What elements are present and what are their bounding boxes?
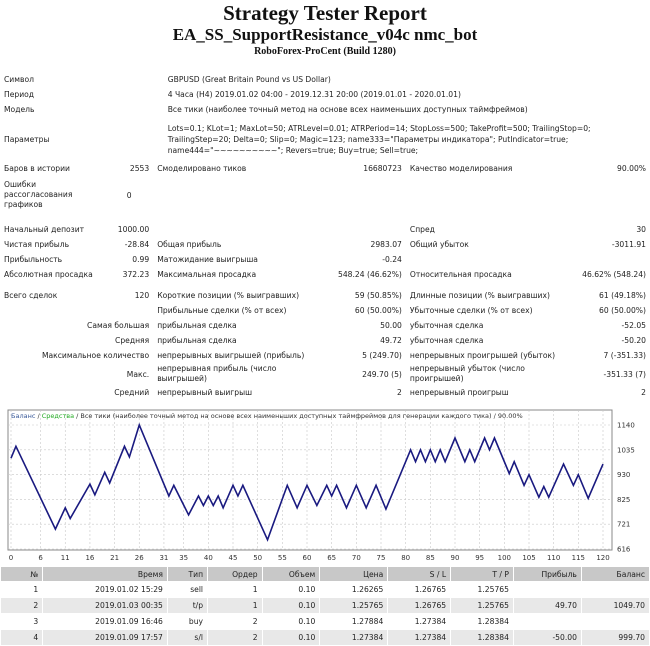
- deals-header-cell[interactable]: Время: [43, 567, 167, 581]
- profit-trades-value: 60 (50.00%): [354, 306, 402, 315]
- max-loss-label: непрерывный убыток (число проигрышей): [409, 364, 525, 383]
- bars-value: 2553: [129, 164, 150, 173]
- deal-cell: 0.10: [298, 585, 316, 594]
- net-value: -28.84: [124, 240, 150, 249]
- deal-cell: sell: [190, 585, 204, 594]
- x-tick-label: 31: [159, 554, 169, 562]
- x-tick-label: 40: [203, 554, 213, 562]
- params-value: Lots=0.1; KLot=1; MaxLot=50; ATRLevel=0.01; ATRPeriod=14; StopLoss=500; TakeProfit=500; TrailingStop=0; TrailingStep=20; Delta=0; Slip=0; Magic=123; name333="Параметры индикатора"; PutIndicator=true; name444="~~~~~~~~~~"; Revers=true; Buy=true; Sell=true;: [167, 123, 591, 155]
- y-tick-label: 1035: [617, 446, 635, 455]
- deal-row: [1, 582, 649, 597]
- maxcount-win-value: 5 (249.70): [362, 351, 402, 360]
- legend-balance: Баланс: [11, 412, 36, 420]
- deal-cell: 1.27884: [351, 617, 384, 626]
- deal-cell: 0.10: [263, 630, 320, 645]
- gross-profit-label: Общая прибыль: [157, 240, 222, 249]
- deal-cell: 1.26765: [388, 598, 450, 613]
- x-tick-label: 100: [497, 554, 512, 562]
- x-tick-label: 0: [8, 554, 14, 562]
- deal-cell: [582, 582, 649, 597]
- errors-value: 0: [126, 190, 132, 200]
- spread-value: 30: [636, 225, 646, 234]
- deal-cell: s/l: [168, 630, 207, 645]
- x-tick-label: 85: [425, 554, 435, 562]
- deal-cell: 1.28384: [477, 617, 509, 626]
- gross-profit-value: 2983.07: [370, 240, 402, 249]
- deal-cell: 1.26265: [351, 585, 384, 594]
- total-value: 120: [134, 291, 150, 300]
- ticks-label: Смоделировано тиков: [157, 164, 247, 173]
- deals-header-cell[interactable]: Цена: [320, 567, 387, 581]
- net-label: Чистая прибыль: [4, 240, 70, 249]
- avg-profit-label: прибыльная сделка: [157, 336, 237, 345]
- deals-table: [0, 566, 650, 646]
- stats-table: [0, 72, 650, 400]
- largest-label: Самая большая: [87, 321, 150, 330]
- deal-cell: 0.10: [263, 598, 320, 613]
- deal-cell: 2: [208, 630, 262, 645]
- params-label: Параметры: [4, 134, 50, 144]
- x-tick-label: 70: [351, 554, 361, 562]
- x-axis-ticks: [9, 554, 610, 562]
- x-tick-label: 21: [110, 554, 120, 562]
- deal-cell: 1.25765: [477, 585, 509, 594]
- avgcons-win-value: 2: [397, 388, 402, 397]
- x-tick-label: 115: [571, 554, 586, 562]
- deal-cell: 1: [252, 585, 258, 594]
- deals-header-cell[interactable]: Объем: [263, 567, 320, 581]
- x-tick-label: 35: [179, 554, 189, 562]
- deals-header-cell[interactable]: Тип: [168, 567, 207, 581]
- deal-cell: 2: [1, 598, 42, 613]
- ticks-value: 16680723: [363, 164, 402, 173]
- x-tick-label: 105: [522, 554, 536, 562]
- x-tick-label: 90: [450, 554, 460, 562]
- deal-cell: [582, 614, 649, 629]
- quality-label: Качество моделирования: [409, 164, 513, 173]
- loss-trades-value: 60 (50.00%): [599, 306, 646, 315]
- symbol-label: Символ: [4, 75, 34, 84]
- y-tick-label: 616: [617, 545, 631, 554]
- deal-cell: 1: [208, 598, 262, 613]
- symbol-value: GBPUSD (Great Britain Pound vs US Dollar): [167, 75, 331, 84]
- deal-cell: 1049.70: [582, 598, 649, 613]
- expect-label: Матожидание выигрыша: [157, 255, 258, 264]
- avgcons-loss-value: 2: [641, 388, 646, 397]
- deal-cell: -50.00: [514, 630, 581, 645]
- legend-rest: / Все тики (наиболее точный метод на основе всех наименьших доступных таймфреймов для генерации каждого тика) / 90.00%: [74, 412, 523, 420]
- x-tick-label: 6: [38, 554, 43, 562]
- deals-header-row: [1, 567, 649, 581]
- deal-cell: 1.25765: [320, 598, 387, 613]
- max-profit-value: 249.70 (5): [362, 369, 402, 379]
- x-tick-label: 80: [401, 554, 411, 562]
- deposit-label: Начальный депозит: [4, 225, 85, 234]
- expect-value: -0.24: [382, 255, 402, 264]
- bars-label: Баров в истории: [4, 164, 70, 173]
- deal-cell: 49.70: [514, 598, 581, 613]
- x-tick-label: 50: [253, 554, 263, 562]
- model-label: Модель: [4, 105, 35, 114]
- y-tick-label: 1140: [617, 421, 635, 430]
- short-label: Короткие позиции (% выигравших): [157, 291, 300, 300]
- avgcons-label: Средний: [114, 388, 150, 397]
- abs-dd-value: 372.23: [122, 270, 150, 279]
- deposit-value: 1000.00: [117, 225, 150, 234]
- deal-cell: 2: [252, 617, 258, 626]
- x-tick-label: 60: [302, 554, 312, 562]
- pf-label: Прибыльность: [4, 255, 63, 264]
- largest-profit-value: 50.00: [380, 321, 402, 330]
- gross-loss-value: -3011.91: [611, 240, 646, 249]
- period-label: Период: [4, 90, 35, 99]
- loss-trades-label: Убыточные сделки (% от всех): [409, 306, 533, 315]
- deal-cell: t/p: [168, 598, 207, 613]
- rel-dd-value: 46.62% (548.24): [582, 270, 646, 279]
- long-label: Длинные позиции (% выигравших): [409, 291, 550, 300]
- maxcount-win-label: непрерывных выигрышей (прибыль): [157, 351, 305, 360]
- max-profit-label: непрерывная прибыль (число выигрышей): [157, 364, 277, 383]
- rel-dd-label: Относительная просадка: [409, 270, 512, 279]
- x-tick-label: 120: [596, 554, 610, 562]
- deals-header-cell[interactable]: №: [1, 567, 42, 581]
- deal-cell: 2019.01.09 16:46: [95, 617, 163, 626]
- deal-cell: 2019.01.02 15:29: [95, 585, 163, 594]
- pf-value: 0.99: [132, 255, 150, 264]
- deal-cell: 4: [1, 630, 42, 645]
- deal-row: [1, 630, 649, 645]
- maxcount-loss-label: непрерывных проигрышей (убыток): [409, 351, 556, 360]
- profit-trades-label: Прибыльные сделки (% от всех): [157, 306, 287, 315]
- x-tick-label: 26: [134, 554, 144, 562]
- period-value: 4 Часа (H4) 2019.01.02 04:00 - 2019.12.31 20:00 (2019.01.01 - 2020.01.01): [167, 90, 461, 99]
- deals-header-cell[interactable]: Ордер: [208, 567, 262, 581]
- deal-cell: 1.27384: [388, 630, 450, 645]
- deal-cell: [514, 614, 581, 629]
- avgcons-win-label: непрерывный выигрыш: [157, 388, 253, 397]
- quality-value: 90.00%: [617, 164, 646, 173]
- avg-profit-value: 49.72: [380, 336, 402, 345]
- avg-label: Средняя: [115, 336, 150, 345]
- total-label: Всего сделок: [4, 291, 58, 300]
- avg-loss-label: убыточная сделка: [409, 336, 484, 345]
- x-tick-label: 16: [85, 554, 95, 562]
- deal-cell: 2019.01.09 17:57: [43, 630, 167, 645]
- long-value: 61 (49.18%): [599, 291, 646, 300]
- deal-cell: 3: [33, 617, 39, 626]
- deal-cell: 999.70: [582, 630, 649, 645]
- y-axis-ticks: [617, 422, 635, 554]
- model-value: Все тики (наиболее точный метод на основе всех наименьших доступных таймфреймов): [167, 105, 528, 114]
- avgcons-loss-label: непрерывный проигрыш: [409, 388, 509, 397]
- y-tick-label: 825: [617, 496, 631, 505]
- deal-cell: 1.25765: [451, 598, 513, 613]
- deals-header-cell[interactable]: S / L: [388, 567, 450, 581]
- deal-cell: 2019.01.03 00:35: [43, 598, 167, 613]
- max-loss-value: -351.33 (7): [603, 369, 646, 379]
- spread-label: Спред: [409, 225, 435, 234]
- deal-row: [1, 598, 649, 613]
- deal-cell: [514, 582, 581, 597]
- deal-cell: 1.27384: [414, 617, 447, 626]
- avg-loss-value: -50.20: [621, 336, 646, 345]
- maxcount-label: Максимальное количество: [41, 351, 150, 360]
- gross-loss-label: Общий убыток: [409, 240, 469, 249]
- x-tick-label: 75: [376, 554, 386, 562]
- max-dd-label: Максимальная просадка: [157, 270, 257, 279]
- deal-cell: 1.26765: [414, 585, 447, 594]
- abs-dd-label: Абсолютная просадка: [4, 270, 93, 279]
- deal-cell: 1: [33, 585, 39, 594]
- deal-cell: 1.28384: [451, 630, 513, 645]
- largest-loss-label: убыточная сделка: [409, 321, 484, 330]
- x-tick-label: 11: [60, 554, 70, 562]
- largest-loss-value: -52.05: [621, 321, 646, 330]
- x-tick-label: 65: [327, 554, 337, 562]
- deals-header-cell[interactable]: Прибыль: [514, 567, 581, 581]
- maxcount-loss-value: 7 (-351.33): [603, 351, 646, 360]
- deals-header-cell[interactable]: Баланс: [582, 567, 649, 581]
- x-tick-label: 45: [228, 554, 238, 562]
- errors-label: Ошибки рассогласования графиков: [4, 180, 73, 209]
- deal-cell: buy: [188, 617, 204, 626]
- legend-sep: /: [35, 412, 42, 420]
- report-title: Strategy Tester Report: [223, 1, 427, 25]
- max-label: Макс.: [126, 369, 150, 379]
- deal-row: [1, 614, 649, 629]
- short-value: 59 (50.85%): [354, 291, 402, 300]
- expert-name: EA_SS_SupportResistance_v04c nmc_bot: [172, 25, 478, 44]
- y-tick-label: 721: [617, 520, 631, 529]
- balance-chart: [0, 405, 650, 565]
- largest-profit-label: прибыльная сделка: [157, 321, 237, 330]
- deal-cell: 1.27384: [320, 630, 387, 645]
- server-build: RoboForex-ProCent (Build 1280): [254, 46, 396, 57]
- x-tick-label: 110: [546, 554, 561, 562]
- legend-equity: Средства: [41, 412, 75, 420]
- chart-legend: [11, 412, 523, 420]
- x-tick-label: 55: [277, 554, 287, 562]
- x-tick-label: 95: [475, 554, 485, 562]
- deal-cell: 0.10: [298, 617, 316, 626]
- deals-header-cell[interactable]: T / P: [451, 567, 513, 581]
- y-tick-label: 930: [617, 471, 631, 480]
- max-dd-value: 548.24 (46.62%): [338, 270, 402, 279]
